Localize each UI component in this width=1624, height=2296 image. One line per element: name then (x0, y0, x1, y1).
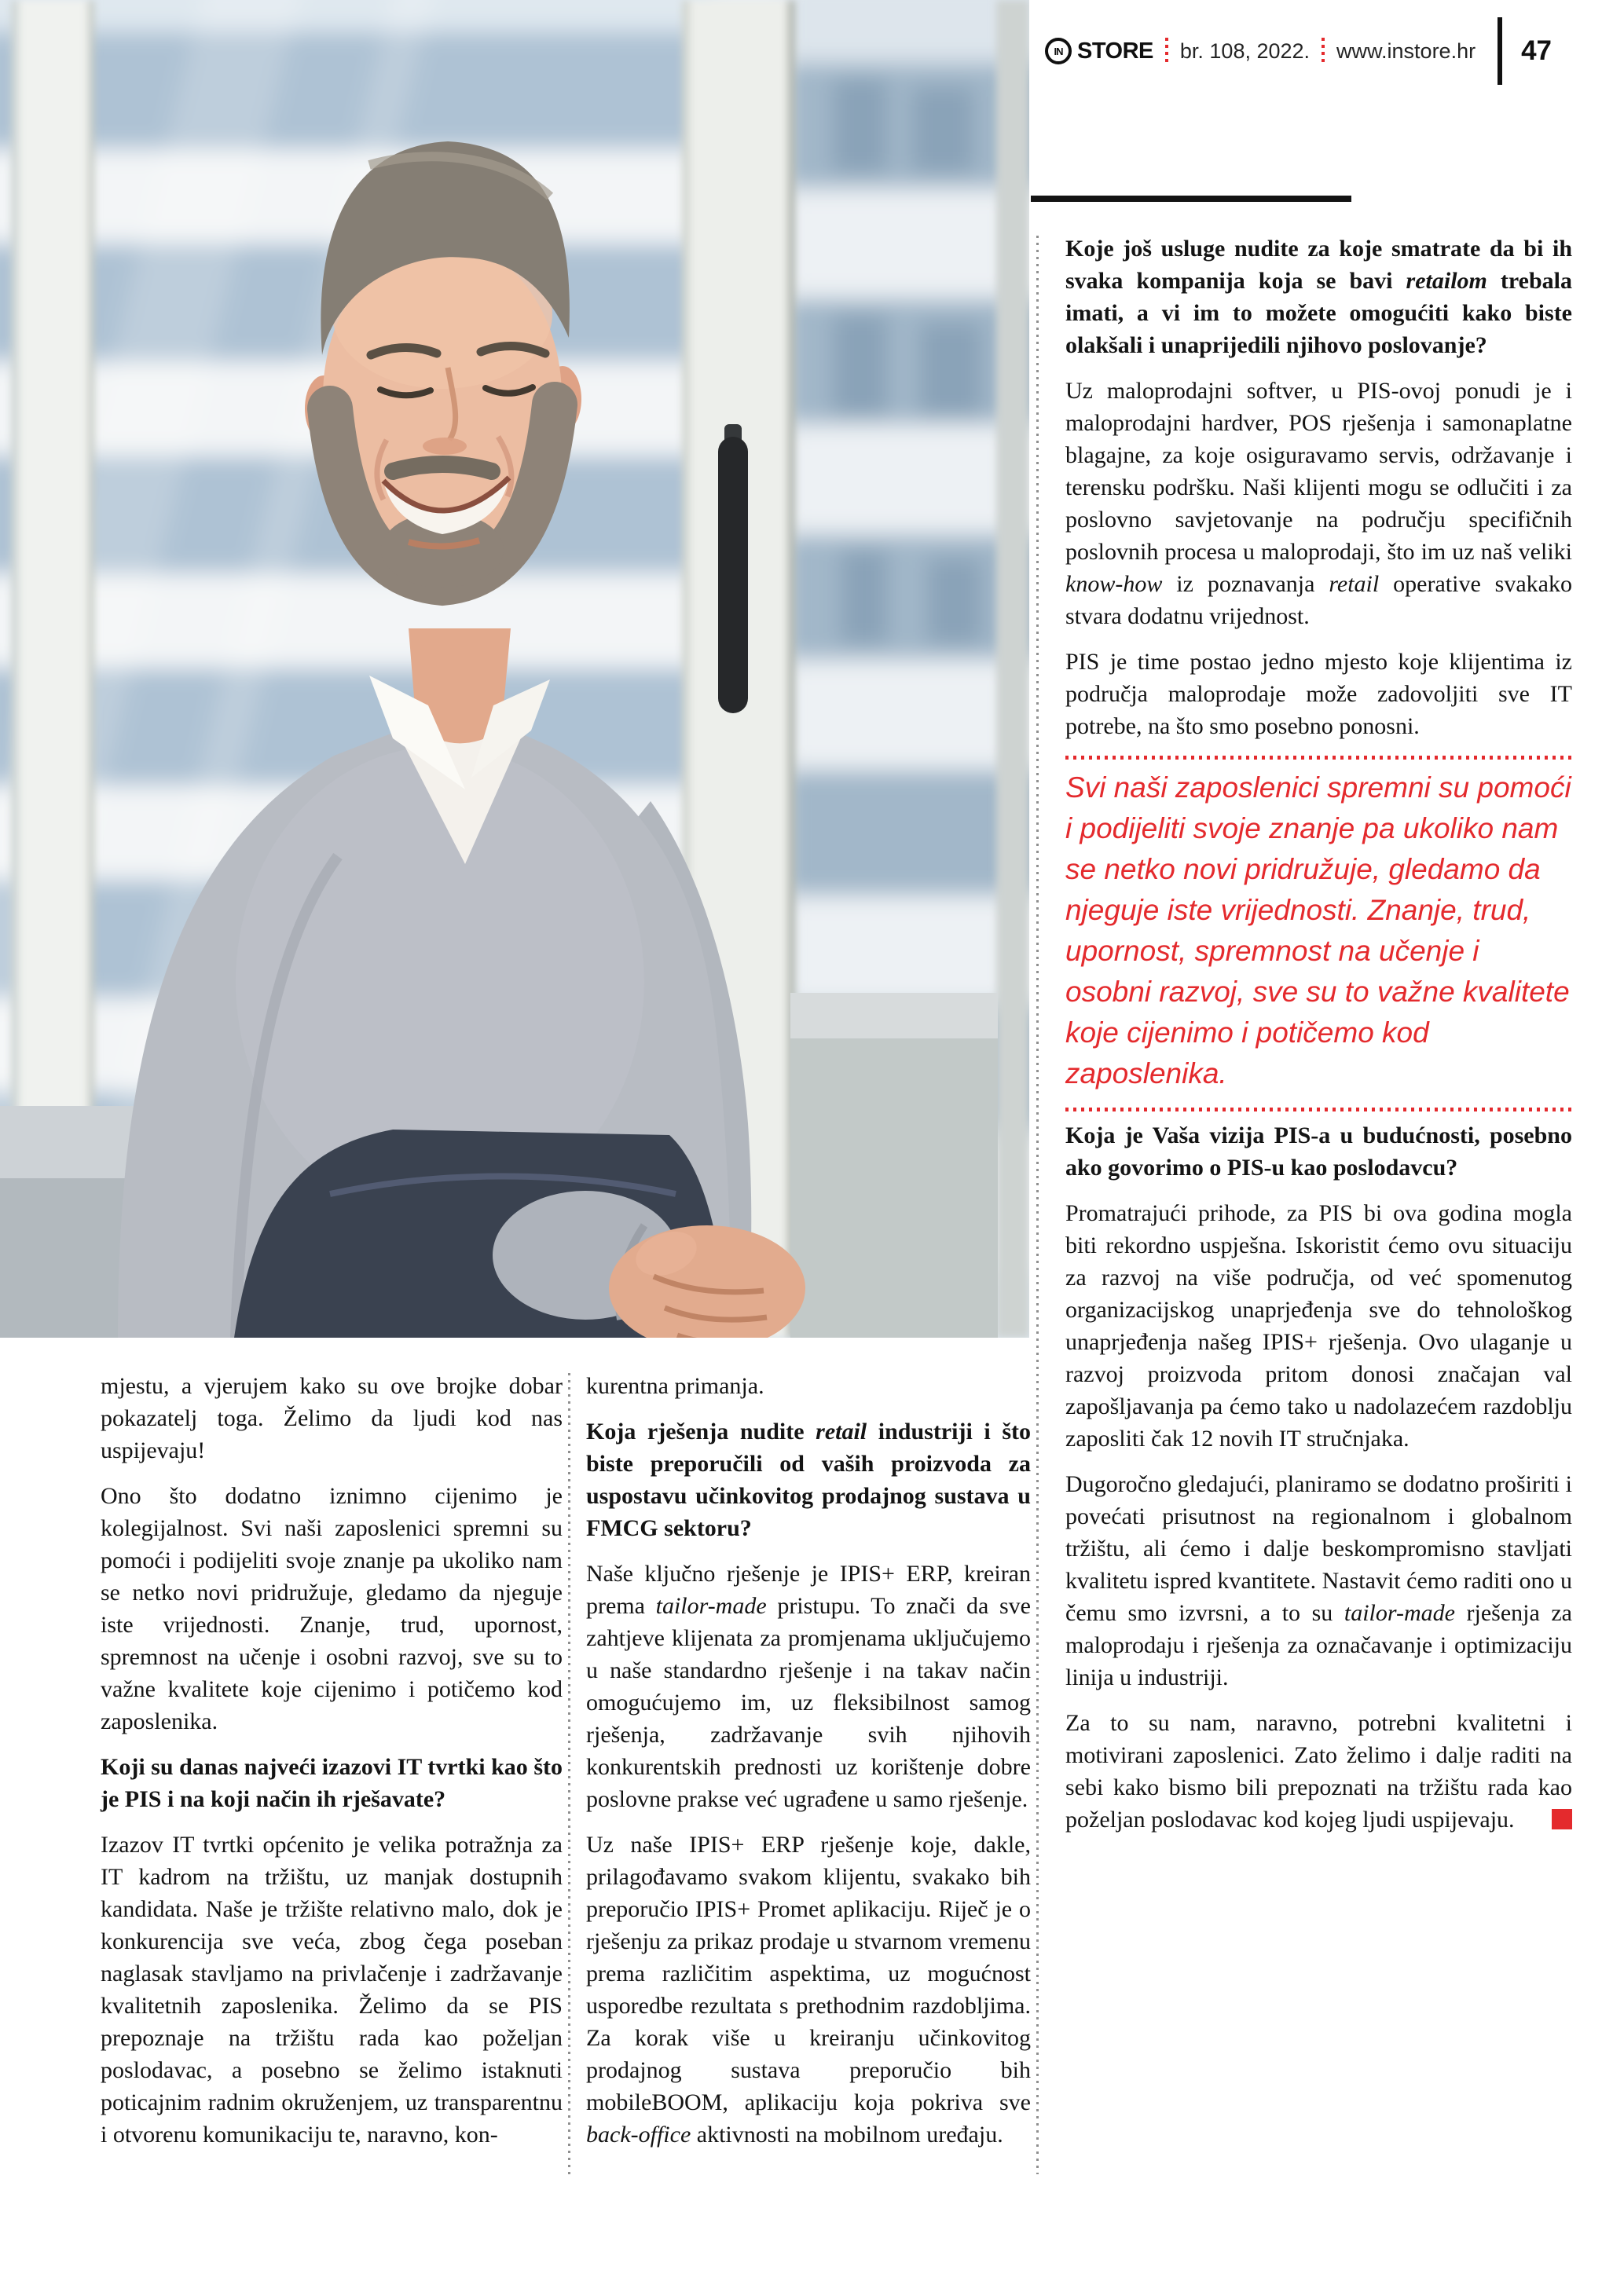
question-text: trebala imati, a vi im to možete omogućiti kako biste olakšali i unaprijedili njihovo poslovanje? (1065, 268, 1572, 358)
answer-paragraph: kurentna primanja. (586, 1373, 764, 1399)
answer-paragraph (1065, 1468, 1572, 1694)
answer-text: pristupu. To znači da sve zahtjeve klijenata za promjenama uključujemo u naše standardno rješenje i na takav način omogućujemo im, uz fleksibilnost samog rješenja, zadržavanje svih njihovih konkurentskih prednosti uz korištenje dobre poslovne prakse već ugrađene u samo rješenje. (586, 1593, 1031, 1812)
answer-text: operative svakako stvara dodatnu vrijednost. (1065, 571, 1572, 629)
column-divider-right (1036, 236, 1039, 2174)
portrait-photo (0, 0, 1029, 1338)
left-column (101, 1370, 563, 2164)
answer-paragraph (1065, 1707, 1572, 1836)
instore-logo-icon (1045, 38, 1072, 64)
website-url: www.instore.hr (1336, 38, 1476, 63)
answer-paragraph: mjestu, a vjerujem kako su ove brojke dobar pokazatelj toga. Želimo da ljudi kod nas uspijevaju! (101, 1373, 563, 1463)
answer-text: iz poznavanja (1162, 571, 1329, 597)
answer-paragraph: Promatrajući prihode, za PIS bi ova godina mogla biti rekordno uspješna. Iskoristit ćemo ovu situaciju za razvoj na više područja, od već spomenutog organizacijskog unaprjeđenja sve do tehnološkog unaprjeđenja našeg IPIS+ rješenja. Ovo ulaganje u razvoj proizvoda pritom donosi značajan val zapošljavanja pa ćemo tako u nadolazećem razdoblju zaposliti čak 12 novih IT stručnjaka. (1065, 1200, 1572, 1452)
answer-paragraph (586, 1829, 1031, 2151)
question-text: Koje još usluge nudite za koje smatrate da bi ih svaka kompanija koja se bavi (1065, 236, 1572, 294)
pull-quote-bottom-border (1065, 1108, 1572, 1111)
section-rule (1031, 196, 1351, 202)
page-header (1045, 16, 1552, 86)
italic-text: back-office (586, 2122, 691, 2148)
answer-text: Za to su nam, naravno, potrebni kvalitetni i motivirani zaposlenici. Zato želimo i dalje raditi na sebi kako bismo bili prepoznati na tržištu rada kao poželjan poslodavac kod kojeg ljudi uspijevaju. (1065, 1710, 1572, 1833)
answer-text: Uz maloprodajni softver, u PIS-ovoj ponudi je i maloprodajni hardver, POS rješenja i samonaplatne blagajne, za koje osiguravamo servis, održavanje i terensku podršku. Naši klijenti mogu se odlučiti i za poslovno savjetovanje na području specifičnih poslovnih procesa u maloprodaji, što im uz naš veliki (1065, 378, 1572, 565)
answer-text: rješenja za maloprodaju i rješenja za označavanje i optimizaciju linija u industriji. (1065, 1600, 1572, 1690)
header-divider (1498, 17, 1502, 85)
italic-text: retail (1329, 571, 1380, 597)
answer-paragraph: PIS je time postao jedno mjesto koje klijentima iz područja maloprodaje može zadovoljiti sve IT potrebe, na što smo posebno ponosni. (1065, 649, 1572, 739)
question-text: industriji i što biste preporučili od vaših proizvoda za uspostavu učinkovitog prodajnog sustava u FMCG sektoru? (586, 1419, 1031, 1541)
issue-number: br. 108, 2022. (1179, 38, 1311, 63)
red-dotted-separator-icon (1322, 38, 1325, 64)
answer-paragraph (586, 1558, 1031, 1815)
logo-in-text: IN (1054, 45, 1063, 57)
interview-question (586, 1415, 1031, 1544)
brand-name: STORE (1077, 38, 1153, 64)
pull-quote: Svi naši zaposlenici spremni su pomoći i podijeliti svoje znanje pa ukoliko nam se netko novi pridružuje, gledamo da njeguje iste vrijednosti. Znanje, trud, upornost, spremnost na učenje i osobni razvoj, sve su to važne kvalitete koje cijenimo i potičemo kod zaposlenika. (1065, 771, 1571, 1089)
answer-text: Uz naše IPIS+ ERP rješenje koje, dakle, prilagođavamo svakom klijentu, svakako bih preporučio IPIS+ Promet aplikaciju. Riječ je o rješenju za prikaz prodaje u stvarnom vremenu prema različitim aspektima, uz mogućnost usporedbe rezultata s prethodnim razdobljima. Za korak više u kreiranju učinkovitog prodajnog sustava preporučio bih mobileBOOM, aplikaciju koja pokriva sve (586, 1832, 1031, 2115)
answer-text: Naše ključno rješenje je IPIS+ ERP, kreiran prema (586, 1561, 1031, 1619)
italic-text: know-how (1065, 571, 1163, 597)
answer-paragraph: Ono što dodatno iznimno cijenimo je kolegijalnost. Svi naši zaposlenici spremni su pomoći i podijeliti svoje znanje pa ukoliko nam se netko novi pridružuje, gledamo da njeguje iste vrijednosti. Znanje, trud, upornost, spremnost na učenje i osobni razvoj, sve su to važne kvalitete koje cijenimo i potičemo kod zaposlenika. (101, 1483, 563, 1734)
answer-paragraph (1065, 375, 1572, 632)
answer-text: Dugoročno gledajući, planiramo se dodatno proširiti i povećati prisutnost na regionalnom i globalnom tržištu, ali ćemo i dalje beskompromisno stavljati kvalitetu ispred kvantitete. Nastavit ćemo raditi ono u čemu smo izvrsni, a to su (1065, 1471, 1572, 1626)
question-text: Koja rješenja nudite (586, 1419, 816, 1445)
answer-paragraph: Izazov IT tvrtki općenito je velika potražnja za IT kadrom na tržištu, uz manjak dostupnih kandidata. Naše je tržište relativno malo, dok je konkurencija sve veća, zbog čega poseban naglasak stavljamo na privlačenje i zadržavanje kvalitetnih zaposlenika. Želimo da se PIS prepoznaje na tržištu rada kao poželjan poslodavac, a posebno se želimo istaknuti poticajnim radnim okruženjem, uz transparentnu i otvorenu komunikaciju te, naravno, kon- (101, 1832, 563, 2148)
italic-text: tailor-made (655, 1593, 767, 1619)
portrait-photo-illustration (0, 0, 1029, 1338)
answer-text: aktivnosti na mobilnom uređaju. (691, 2122, 1003, 2148)
italic-text: tailor-made (1344, 1600, 1455, 1626)
middle-column (586, 1370, 1031, 2164)
interview-question: Koji su danas najveći izazovi IT tvrtki kao što je PIS i na koji način ih rješavate? (101, 1754, 563, 1812)
article-end-icon (1552, 1809, 1572, 1829)
interview-question: Koja je Vaša vizija PIS-a u budućnosti, posebno ako govorimo o PIS-u kao poslodavcu? (1065, 1122, 1572, 1181)
italic-text: retailom (1406, 268, 1487, 294)
column-divider-left (568, 1373, 570, 2174)
right-column (1065, 233, 1572, 1849)
italic-text: retail (816, 1419, 867, 1445)
pull-quote-top-border (1065, 756, 1572, 760)
red-dotted-separator-icon (1165, 38, 1168, 64)
page-number: 47 (1521, 35, 1553, 66)
interview-question (1065, 233, 1572, 361)
